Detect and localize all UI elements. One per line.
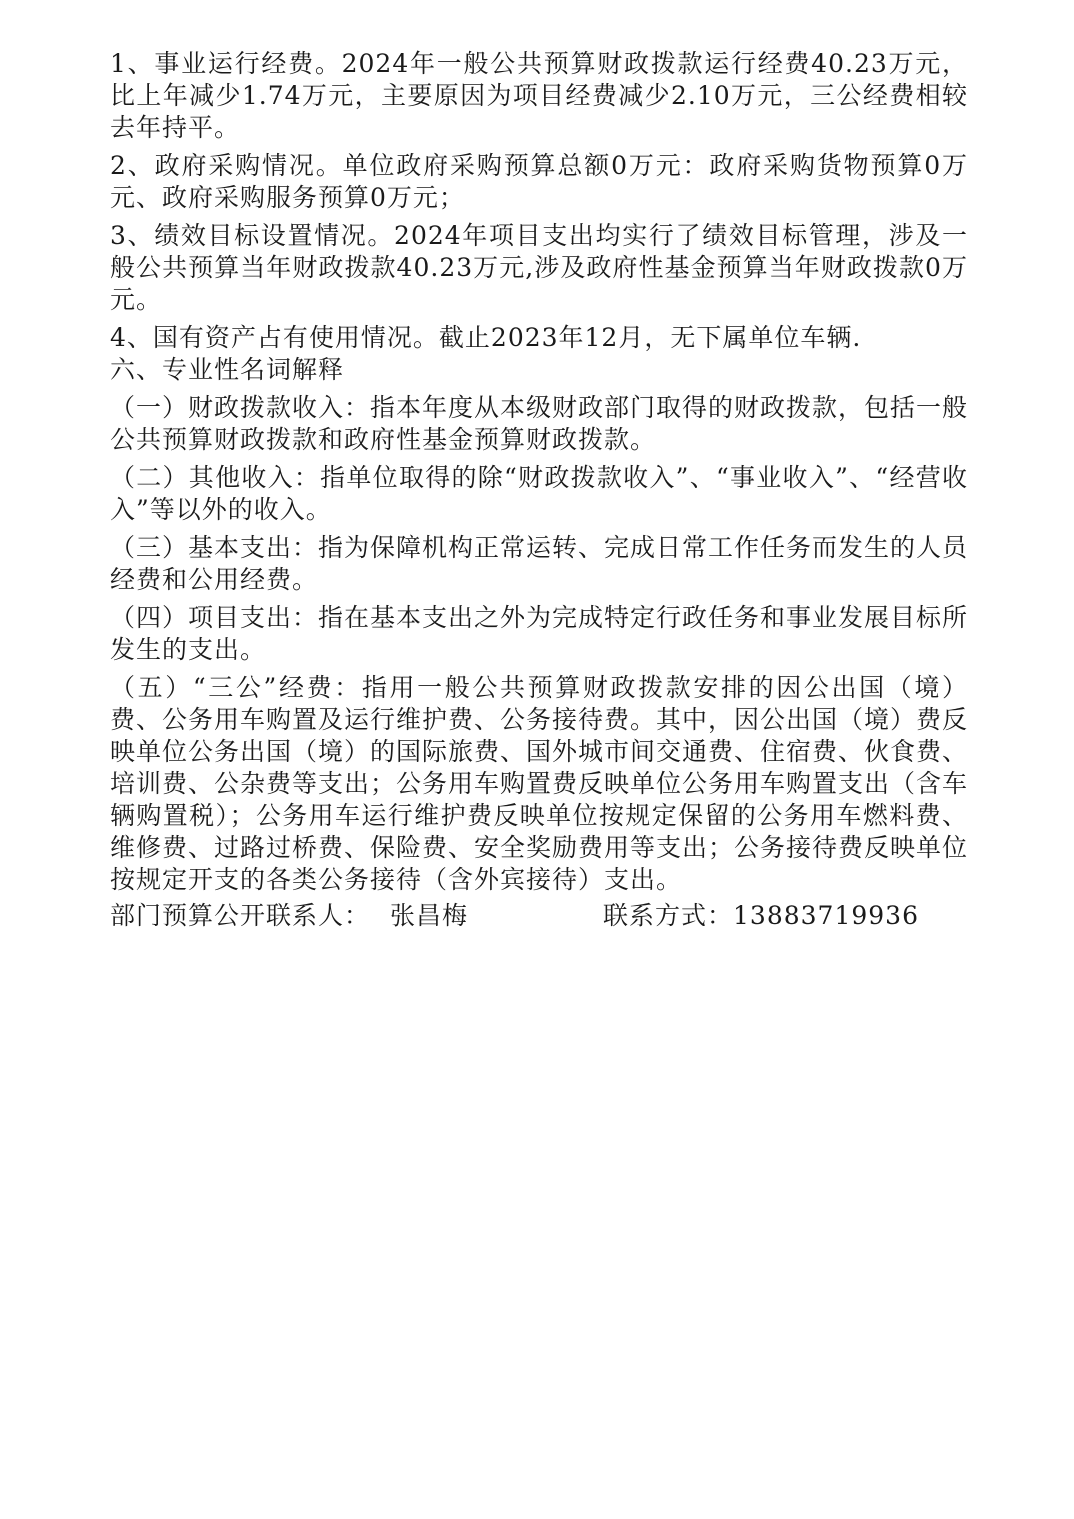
contact-name: 张昌梅 bbox=[390, 901, 469, 930]
contact-phone: 联系方式：13883719936 bbox=[603, 901, 919, 930]
paragraph-government-procurement: 2、政府采购情况。单位政府采购预算总额0万元：政府采购货物预算0万元、政府采购服务预算0万元； bbox=[110, 151, 968, 212]
term-fiscal-appropriation: （一）财政拨款收入：指本年度从本级财政部门取得的财政拨款，包括一般公共预算财政拨款和政府性基金预算财政拨款。 bbox=[110, 393, 969, 454]
term-three-public-expenses: （五）“三公”经费：指用一般公共预算财政拨款安排的因公出国（境）费、公务用车购置及运行维护费、公务接待费。其中，因公出国（境）费反映单位公务出国（境）的国际旅费、国外城市间交通费、住宿费、伙食费、培训费、公杂费等支出；公务用车购置费反映单位公务用车购置支出（含车辆购置税）；公务用车运行维护费反映单位按规定保留的公务用车燃料费、维修费、过路过桥费、保险费、安全奖励费用等支出；公务接待费反映单位按规定开支的各类公务接待（含外宾接待）支出。 bbox=[110, 673, 969, 894]
term-basic-expenditure: （三）基本支出：指为保障机构正常运转、完成日常工作任务而发生的人员经费和公用经费。 bbox=[110, 533, 969, 594]
section-heading-terms: 六、专业性名词解释 bbox=[110, 355, 345, 384]
paragraph-performance-targets: 3、绩效目标设置情况。2024年项目支出均实行了绩效目标管理，涉及一般公共预算当年财政拨款40.23万元,涉及政府性基金预算当年财政拨款0万元。 bbox=[110, 221, 968, 314]
term-project-expenditure: （四）项目支出：指在基本支出之外为完成特定行政任务和事业发展目标所发生的支出。 bbox=[110, 603, 969, 664]
document-page bbox=[110, 48, 968, 932]
paragraph-state-assets: 4、国有资产占有使用情况。截止2023年12月，无下属单位车辆. bbox=[110, 323, 862, 352]
paragraph-operating-expenses: 1、事业运行经费。2024年一般公共预算财政拨款运行经费40.23万元，比上年减少1.74万元，主要原因为项目经费减少2.10万元，三公经费相较去年持平。 bbox=[110, 49, 968, 142]
term-other-income: （二）其他收入：指单位取得的除“财政拨款收入”、“事业收入”、“经营收入”等以外的收入。 bbox=[110, 463, 968, 524]
contact-line bbox=[110, 900, 968, 932]
contact-label: 部门预算公开联系人： bbox=[110, 901, 371, 930]
